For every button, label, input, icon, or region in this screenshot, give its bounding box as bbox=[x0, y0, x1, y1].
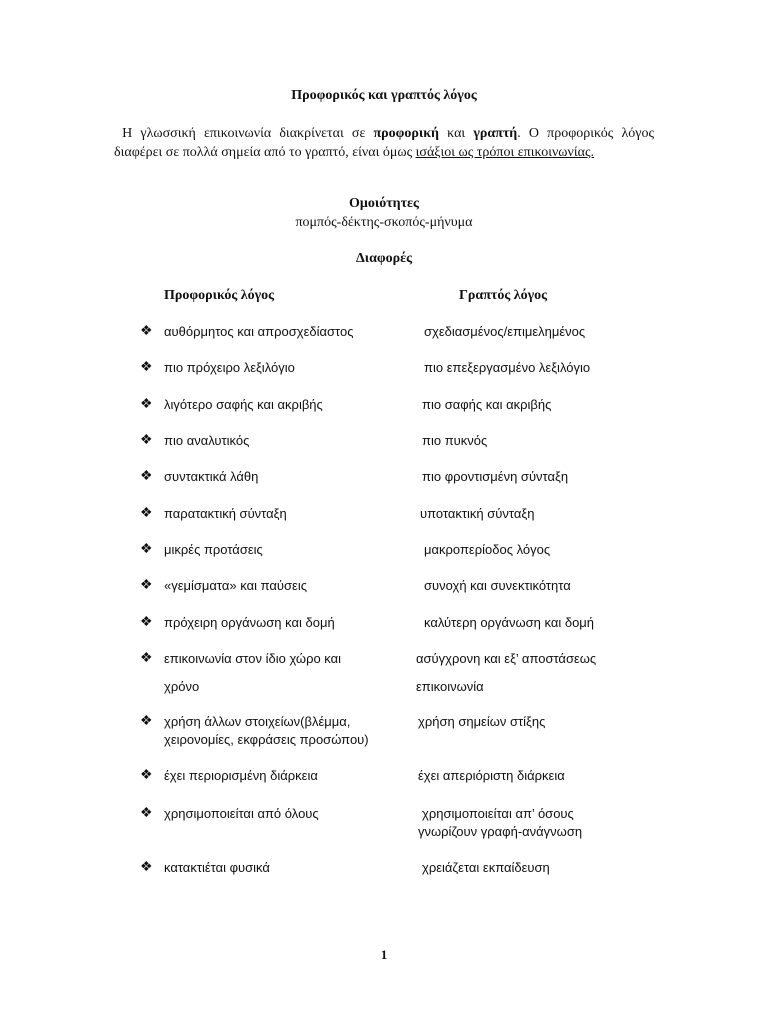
diamond-bullet-icon: ❖ bbox=[140, 806, 153, 821]
written-feature: χρήση σημείων στίξης bbox=[418, 714, 546, 729]
diamond-bullet-icon: ❖ bbox=[140, 714, 153, 729]
written-feature: καλύτερη οργάνωση και δομή bbox=[424, 615, 595, 630]
written-feature: πιο σαφής και ακριβής bbox=[422, 397, 552, 412]
diamond-bullet-icon: ❖ bbox=[140, 651, 153, 666]
written-feature: πιο επεξεργασμένο λεξιλόγιο bbox=[424, 360, 591, 375]
intro-text-2: και bbox=[438, 126, 474, 141]
oral-feature: συντακτικά λάθη bbox=[164, 469, 259, 484]
written-feature: μακροπερίοδος λόγος bbox=[424, 542, 551, 557]
column-heading-written: Γραπτός λόγος bbox=[459, 288, 548, 303]
oral-feature: επικοινωνία στον ίδιο χώρο και bbox=[164, 651, 342, 666]
written-feature-continuation: γνωρίζουν γραφή-ανάγνωση bbox=[418, 824, 583, 839]
written-feature: έχει απεριόριστη διάρκεια bbox=[418, 768, 565, 783]
oral-feature-continuation: χειρονομίες, εκφράσεις προσώπου) bbox=[164, 732, 369, 747]
diamond-bullet-icon: ❖ bbox=[140, 542, 153, 557]
written-feature: χρειάζεται εκπαίδευση bbox=[422, 860, 550, 875]
diamond-bullet-icon: ❖ bbox=[140, 469, 153, 484]
document-title: Προφορικός και γραπτός λόγος bbox=[291, 88, 477, 103]
written-feature: υποτακτική σύνταξη bbox=[420, 506, 535, 521]
diamond-bullet-icon: ❖ bbox=[140, 324, 153, 339]
intro-paragraph bbox=[114, 124, 654, 162]
similarities-text: πομπός-δέκτης-σκοπός-μήνυμα bbox=[295, 215, 473, 230]
oral-feature: παρατακτική σύνταξη bbox=[164, 506, 287, 521]
intro-bold-oral: προφορική bbox=[373, 126, 439, 141]
page-number: 1 bbox=[380, 947, 388, 962]
oral-feature: κατακτιέται φυσικά bbox=[164, 860, 270, 875]
oral-feature: μικρές προτάσεις bbox=[164, 542, 263, 557]
oral-feature: χρησιμοποιείται από όλους bbox=[164, 806, 319, 821]
diamond-bullet-icon: ❖ bbox=[140, 768, 153, 783]
written-feature: πιο πυκνός bbox=[422, 433, 488, 448]
oral-feature: αυθόρμητος και απροσχεδίαστος bbox=[164, 324, 354, 339]
oral-feature: πιο αναλυτικός bbox=[164, 433, 250, 448]
oral-feature: πρόχειρη οργάνωση και δομή bbox=[164, 615, 335, 630]
intro-text-3: . Ο προφορικός λόγος διαφέρει σε πολλά σημεία από το γραπτό, είναι όμως bbox=[114, 126, 655, 160]
written-feature: ασύγχρονη και εξ’ αποστάσεως bbox=[416, 651, 597, 666]
oral-feature: «γεμίσματα» και παύσεις bbox=[164, 578, 307, 593]
oral-feature: χρήση άλλων στοιχείων(βλέμμα, bbox=[164, 714, 351, 729]
written-feature: πιο φροντισμένη σύνταξη bbox=[422, 469, 569, 484]
intro-underlined: ισάξιοι ως τρόποι επικοινωνίας. bbox=[415, 145, 595, 160]
written-feature: χρησιμοποιείται απ’ όσους bbox=[422, 806, 574, 821]
written-feature: συνοχή και συνεκτικότητα bbox=[424, 578, 571, 593]
differences-heading: Διαφορές bbox=[355, 251, 413, 266]
written-feature: σχεδιασμένος/επιμελημένος bbox=[424, 324, 586, 339]
diamond-bullet-icon: ❖ bbox=[140, 506, 153, 521]
diamond-bullet-icon: ❖ bbox=[140, 615, 153, 630]
similarities-heading: Ομοιότητες bbox=[349, 196, 419, 211]
diamond-bullet-icon: ❖ bbox=[140, 578, 153, 593]
oral-feature: πιο πρόχειρο λεξιλόγιο bbox=[164, 360, 295, 375]
oral-feature: λιγότερο σαφής και ακριβής bbox=[164, 397, 323, 412]
diamond-bullet-icon: ❖ bbox=[140, 860, 153, 875]
intro-text-1: Η γλωσσική επικοινωνία διακρίνεται σε bbox=[122, 126, 374, 141]
written-feature-continuation: επικοινωνία bbox=[416, 679, 484, 694]
column-heading-oral: Προφορικός λόγος bbox=[164, 288, 275, 303]
diamond-bullet-icon: ❖ bbox=[140, 397, 153, 412]
oral-feature-continuation: χρόνο bbox=[164, 679, 200, 694]
diamond-bullet-icon: ❖ bbox=[140, 433, 153, 448]
intro-bold-written: γραπτή bbox=[473, 126, 518, 141]
oral-feature: έχει περιορισμένη διάρκεια bbox=[164, 768, 318, 783]
diamond-bullet-icon: ❖ bbox=[140, 360, 153, 375]
